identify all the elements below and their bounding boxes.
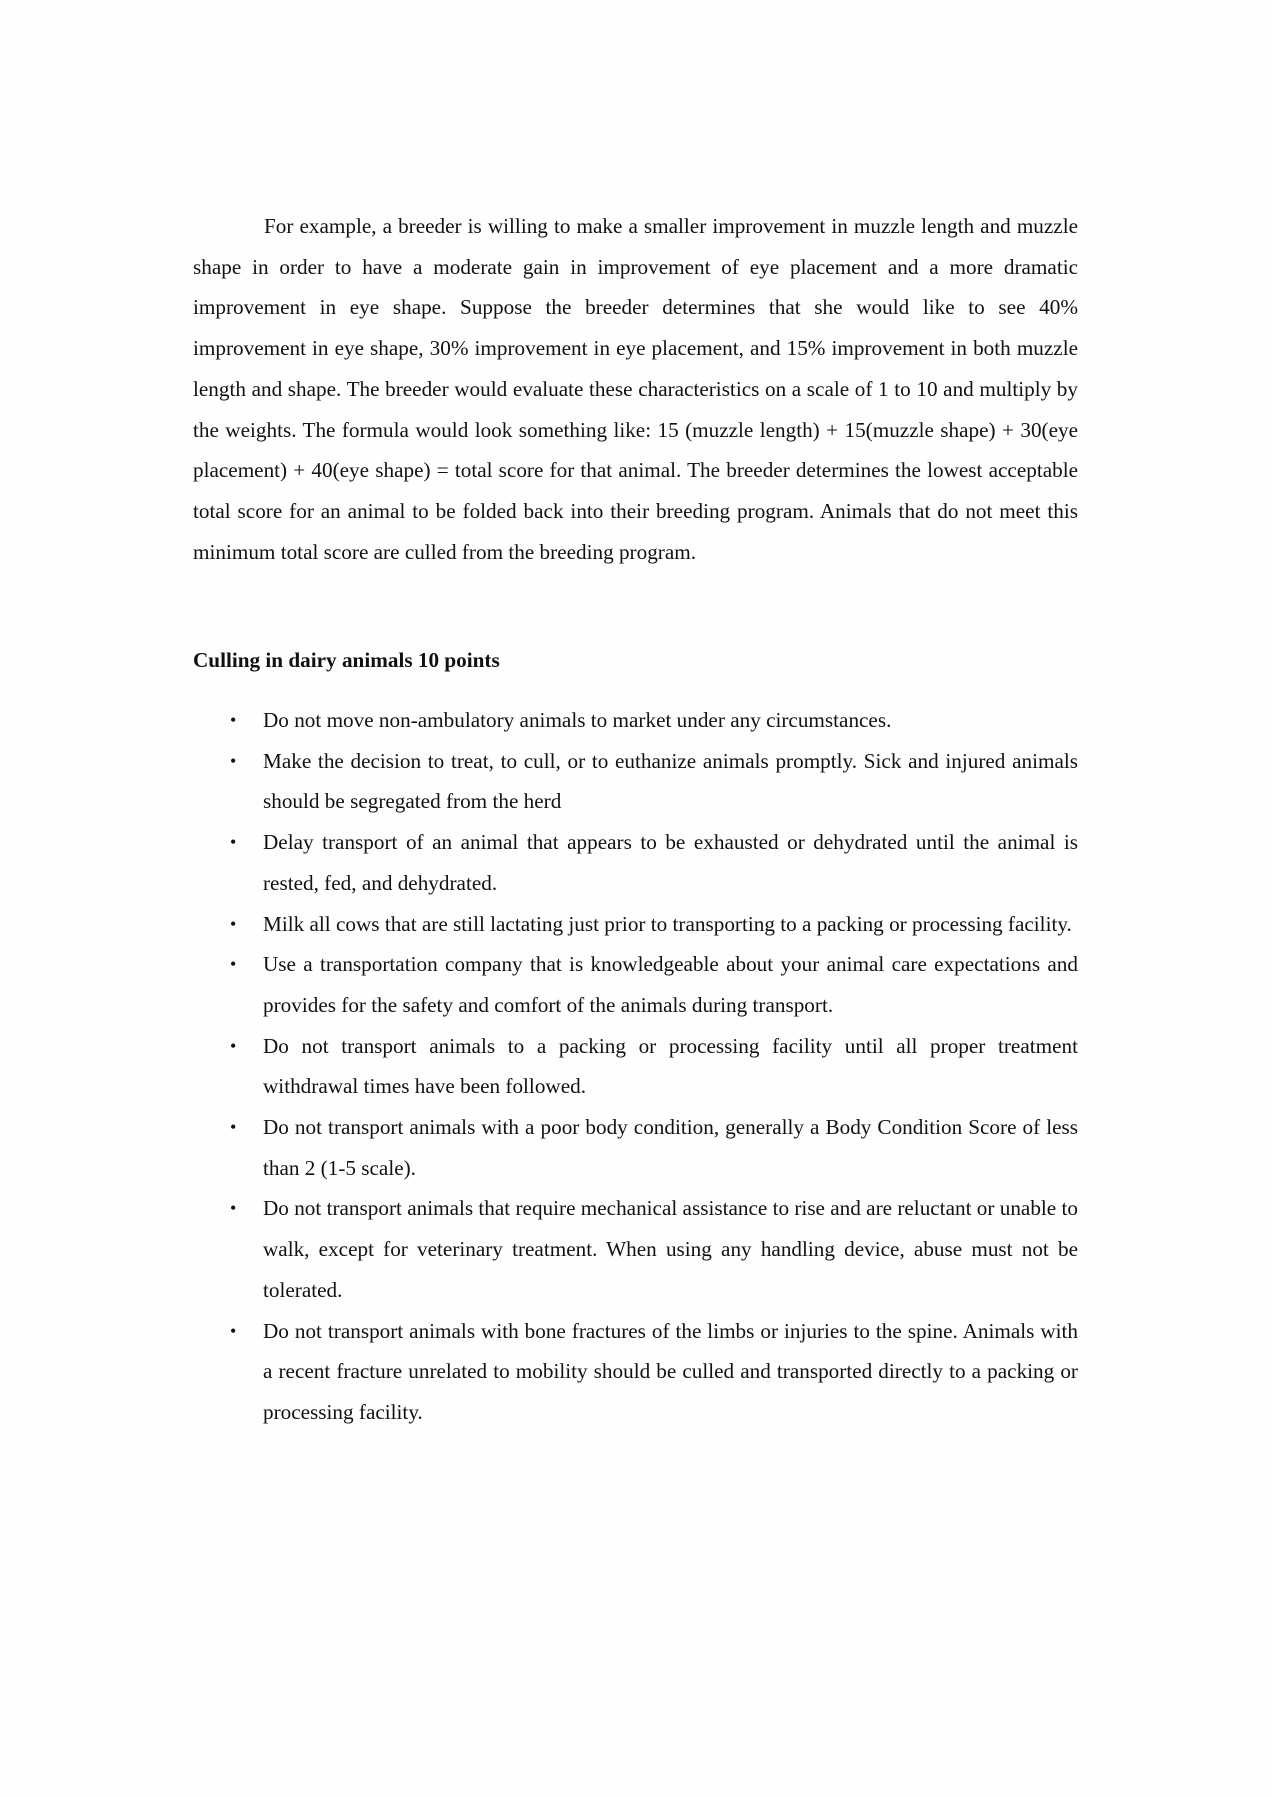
list-item-text: Do not transport animals that require mechanical assistance to rise and are reluctant or unable to walk, except for veterinary treatment. When using any handling device, abuse must not be tolerated.	[263, 1196, 1078, 1302]
list-item-text: Delay transport of an animal that appears to be exhausted or dehydrated until the animal is rested, fed, and dehydrated.	[263, 830, 1078, 895]
list-item-text: Make the decision to treat, to cull, or to euthanize animals promptly. Sick and injured animals should be segregated from the herd	[263, 748, 1078, 814]
bullet-icon: •	[230, 1035, 237, 1056]
bullet-icon: •	[230, 913, 237, 934]
bullet-icon: •	[230, 1117, 237, 1138]
list-item	[193, 1188, 1078, 1310]
list-item	[193, 944, 1078, 1025]
bullet-icon: •	[230, 832, 237, 853]
list-item-text: Milk all cows that are still lactating just prior to transporting to a packing or processing facility.	[263, 911, 1072, 936]
list-item	[193, 700, 1078, 741]
list-item-text: Do not transport animals to a packing or processing facility until all proper treatment withdrawal times have been followed.	[263, 1033, 1078, 1099]
bullet-icon: •	[230, 1198, 237, 1219]
list-item	[193, 1311, 1078, 1433]
list-item-text: Do not move non-ambulatory animals to market under any circumstances.	[263, 708, 892, 732]
list-item-text: Use a transportation company that is knowledgeable about your animal care expectations and provides for the safety and comfort of the animals during transport.	[263, 952, 1078, 1017]
list-item	[193, 741, 1078, 822]
bullet-list	[193, 700, 1078, 1433]
list-item	[193, 904, 1078, 945]
list-item	[193, 822, 1078, 903]
list-item-text: Do not transport animals with a poor body condition, generally a Body Condition Score of less than 2 (1-5 scale).	[263, 1115, 1078, 1180]
bullet-icon: •	[230, 1320, 237, 1341]
list-item	[193, 1107, 1078, 1188]
intro-paragraph: For example, a breeder is willing to make a smaller improvement in muzzle length and muzzle shape in order to have a moderate gain in improvement of eye placement and a more dramatic improvement in eye shape. Suppose the breeder determines that she would like to see 40% improvement in eye shape, 30% improvement in eye placement, and 15% improvement in both muzzle length and shape. The breeder would evaluate these characteristics on a scale of 1 to 10 and multiply by the weights. The formula would look something like: 15 (muzzle length) + 15(muzzle shape) + 30(eye placement) + 40(eye shape) = total score for that animal. The breeder determines the lowest acceptable total score for an animal to be folded back into their breeding program. Animals that do not meet this minimum total score are culled from the breeding program.	[193, 214, 1078, 564]
bullet-icon: •	[230, 710, 237, 730]
bullet-icon: •	[230, 750, 237, 771]
list-item-text: Do not transport animals with bone fractures of the limbs or injuries to the spine. Animals with a recent fracture unrelated to mobility should be culled and transported directly to a packing or processing facility.	[263, 1318, 1078, 1424]
section-heading: Culling in dairy animals 10 points	[193, 648, 500, 672]
list-item	[193, 1026, 1078, 1107]
bullet-icon: •	[230, 954, 237, 975]
